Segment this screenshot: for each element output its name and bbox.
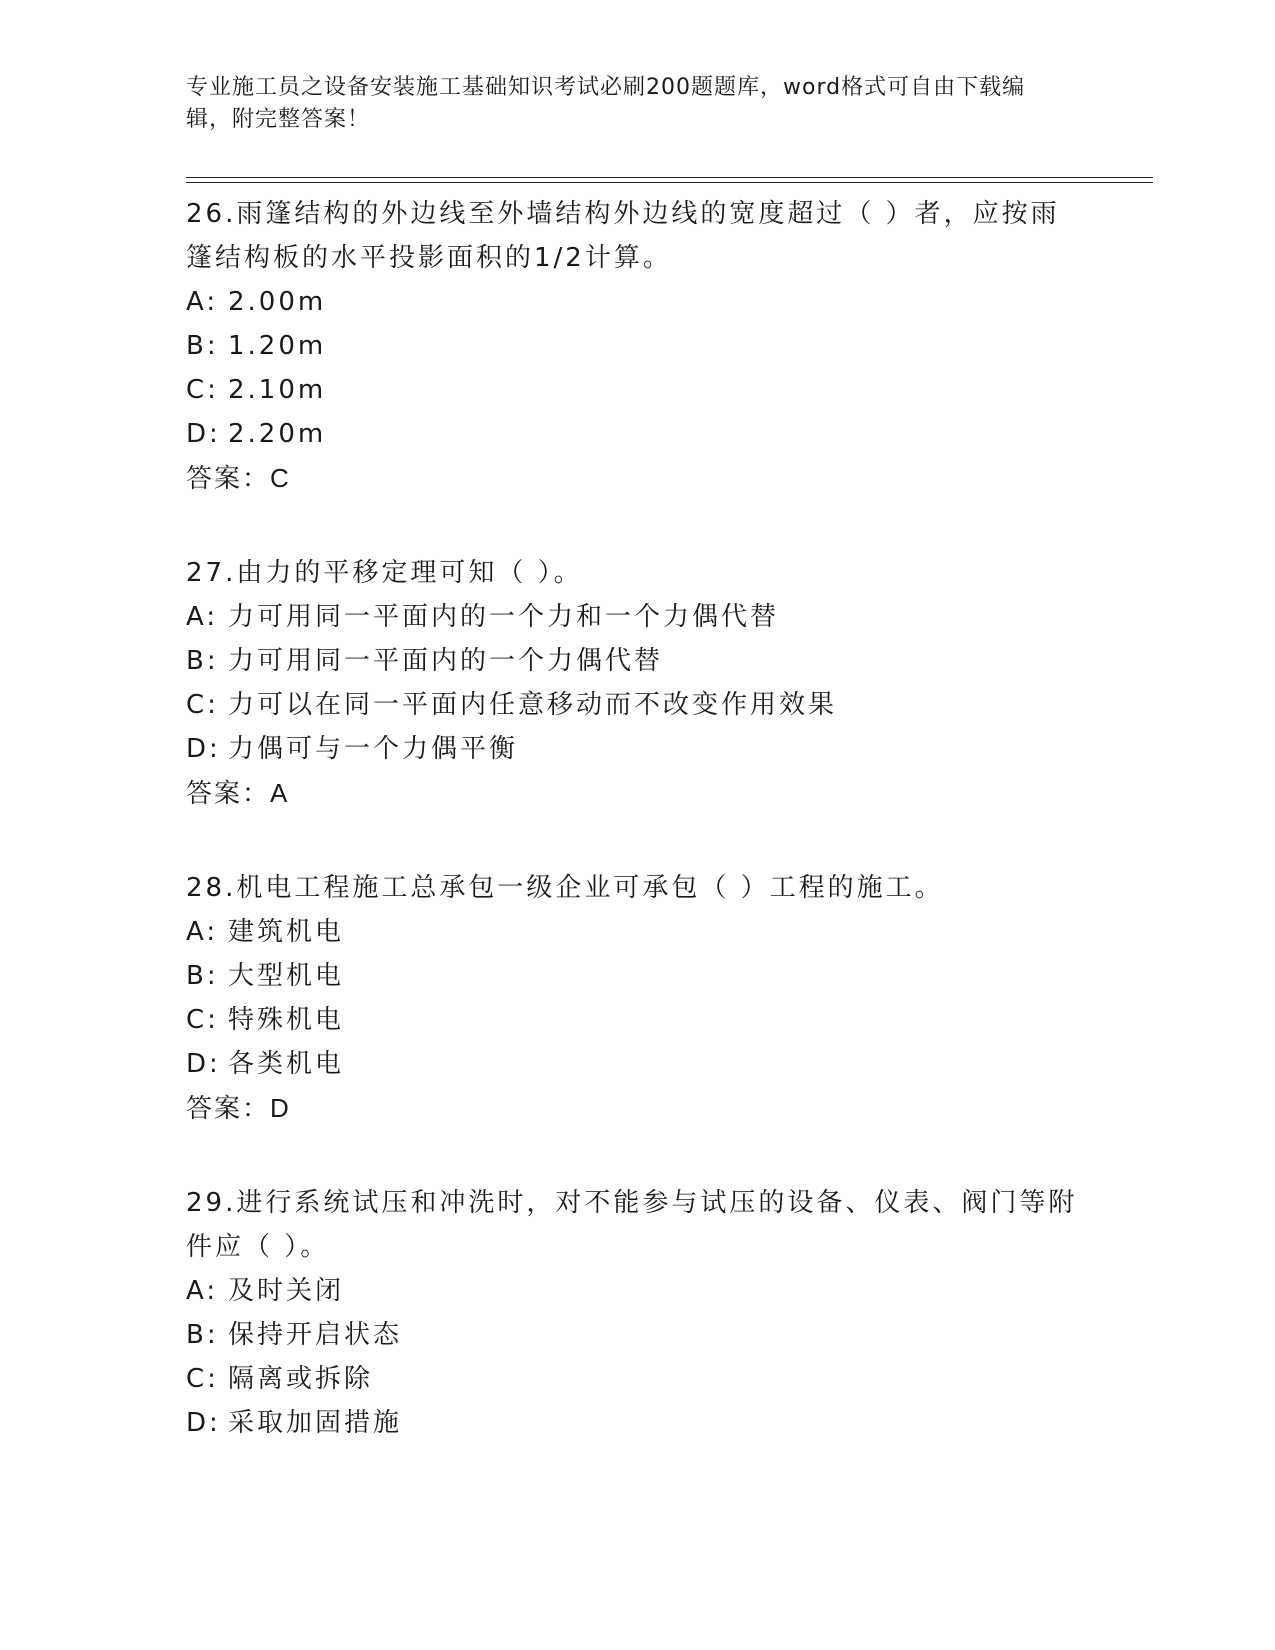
option-text: 力可用同一平面内的一个力偶代替: [228, 646, 664, 676]
option-key: C:: [186, 1005, 219, 1035]
option-key: C:: [186, 1364, 219, 1394]
option-key: D:: [186, 1049, 221, 1079]
option-c: [186, 368, 1086, 412]
option-a: [186, 1269, 1086, 1313]
option-d: [186, 727, 1086, 771]
question-26: [186, 188, 1086, 500]
option-key: D:: [186, 734, 221, 764]
question-stem: 27.由力的平移定理可知（ ）。: [186, 558, 583, 588]
option-b: [186, 639, 1086, 683]
question-stem: 29.进行系统试压和冲洗时，对不能参与试压的设备、仪表、阀门等附件应（ ）。: [186, 1188, 1078, 1262]
option-b: [186, 954, 1086, 998]
option-d: [186, 1401, 1086, 1445]
option-text: 保持开启状态: [228, 1320, 403, 1350]
option-text: 力可用同一平面内的一个力和一个力偶代替: [228, 602, 780, 632]
option-key: B:: [186, 331, 219, 361]
option-c: [186, 683, 1086, 727]
option-key: B:: [186, 1320, 219, 1350]
answer-line: 答案：A: [186, 778, 290, 808]
header-divider-bottom: [186, 182, 1153, 183]
option-text: 2.10m: [228, 375, 327, 405]
question-list: [186, 188, 1086, 1492]
option-text: 特殊机电: [228, 1005, 345, 1035]
option-text: 力可以在同一平面内任意移动而不改变作用效果: [228, 690, 838, 720]
question-28: [186, 862, 1086, 1130]
question-stem: 26.雨篷结构的外边线至外墙结构外边线的宽度超过（ ）者，应按雨篷结构板的水平投影面积的1/2计算。: [186, 199, 1060, 273]
option-c: [186, 1357, 1086, 1401]
option-key: A:: [186, 1276, 219, 1306]
option-key: C:: [186, 690, 219, 720]
option-a: [186, 280, 1086, 324]
answer-line: 答案：D: [186, 1093, 291, 1123]
question-stem: 28.机电工程施工总承包一级企业可承包（ ）工程的施工。: [186, 873, 944, 903]
option-a: [186, 595, 1086, 639]
option-text: 力偶可与一个力偶平衡: [228, 734, 519, 764]
option-key: A:: [186, 917, 219, 947]
option-key: B:: [186, 646, 219, 676]
option-key: D:: [186, 419, 221, 449]
option-key: D:: [186, 1408, 221, 1438]
option-key: C:: [186, 375, 219, 405]
option-text: 2.20m: [228, 419, 327, 449]
option-key: A:: [186, 602, 219, 632]
option-text: 1.20m: [228, 331, 327, 361]
answer-line: 答案：C: [186, 463, 291, 493]
option-key: B:: [186, 961, 219, 991]
option-key: A:: [186, 287, 219, 317]
option-d: [186, 1042, 1086, 1086]
question-29: [186, 1177, 1086, 1445]
option-c: [186, 998, 1086, 1042]
header-divider-top: [186, 177, 1153, 178]
option-a: [186, 910, 1086, 954]
document-header: 专业施工员之设备安装施工基础知识考试必刷200题题库，word格式可自由下载编辑，附完整答案！: [186, 75, 1026, 132]
option-text: 大型机电: [228, 961, 345, 991]
option-b: [186, 1313, 1086, 1357]
option-text: 及时关闭: [228, 1276, 345, 1306]
option-text: 各类机电: [228, 1049, 345, 1079]
option-text: 建筑机电: [228, 917, 345, 947]
option-b: [186, 324, 1086, 368]
option-d: [186, 412, 1086, 456]
option-text: 隔离或拆除: [228, 1364, 374, 1394]
option-text: 2.00m: [228, 287, 327, 317]
option-text: 采取加固措施: [228, 1408, 403, 1438]
question-27: [186, 547, 1086, 815]
